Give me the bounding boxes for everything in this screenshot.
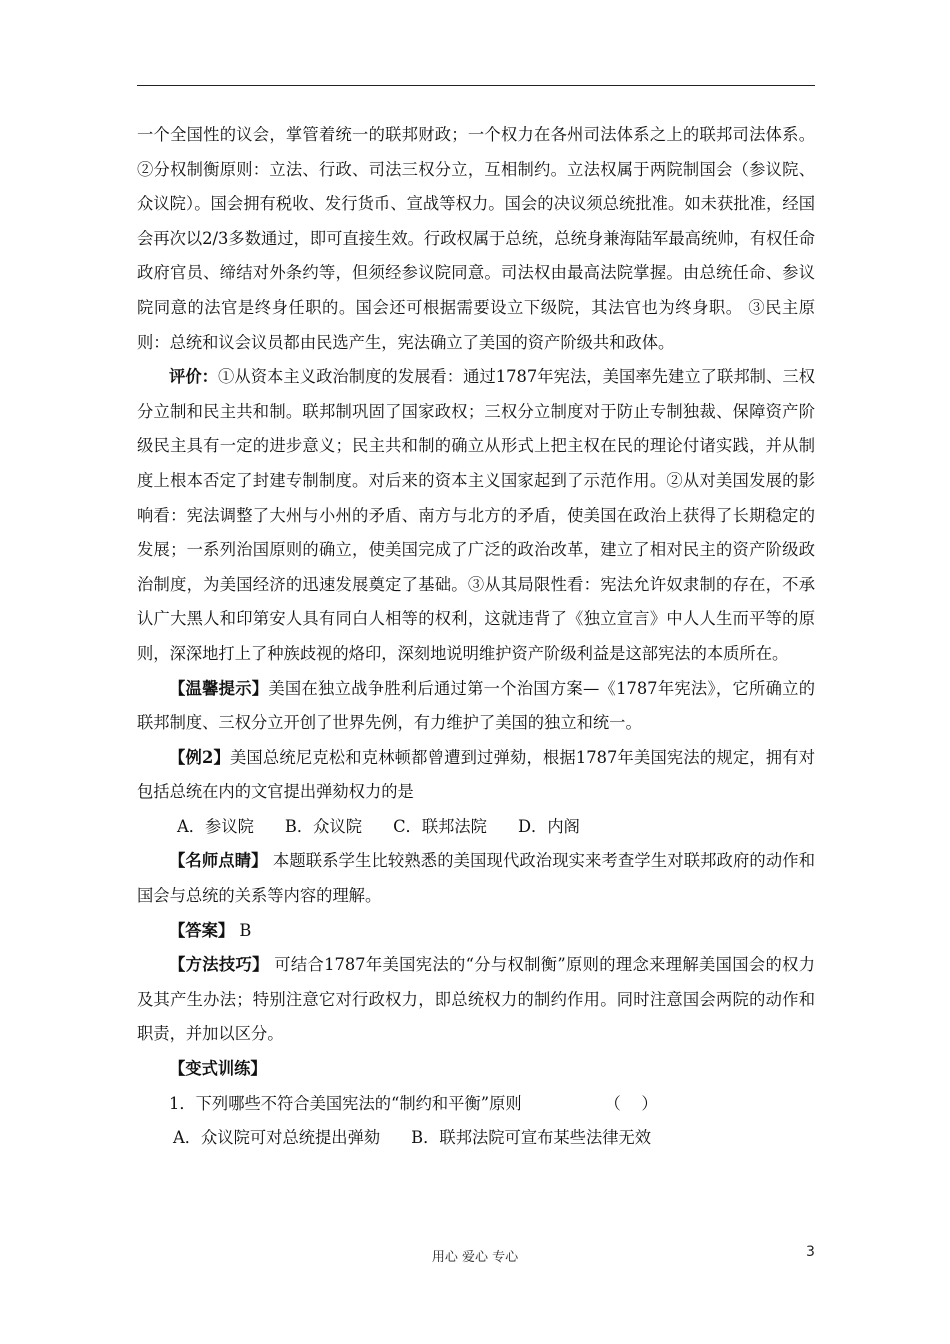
paragraph-answer	[137, 914, 815, 949]
example-text: 美国总统尼克松和克林顿都曾遭到过弹劾，根据1787年美国宪法的规定，拥有对包括总统在内的文官提出弹劾权力的是	[137, 747, 815, 802]
paragraph-constitution-principles: 一个全国性的议会，掌管着统一的联邦财政；一个权力在各州司法体系之上的联邦司法体系。②分权制衡原则：立法、行政、司法三权分立，互相制约。立法权属于两院制国会（参议院、众议院）。国会拥有税收、发行货币、宣战等权力。国会的决议须总统批准。如未获批准，经国会再次以2/3多数通过，即可直接生效。行政权属于总统，总统身兼海陆军最高统帅，有权任命政府官员、缔结对外条约等，但须经参议院同意。司法权由最高法院掌握。由总统任命、参议院同意的法官是终身任职的。国会还可根据需要设立下级院，其法官也为终身职。 ③民主原则：总统和议会议员都由民选产生，宪法确立了美国的资产阶级共和政体。	[137, 125, 815, 352]
example-options: A．参议院 B．众议院 C．联邦法院 D．内阁	[177, 816, 580, 836]
page-number: 3	[806, 1244, 815, 1260]
question-1: 1．下列哪些不符合美国宪法的“制约和平衡”原则 （ ）	[169, 1093, 658, 1113]
paragraph-evaluation	[137, 360, 815, 671]
paragraph-method	[137, 948, 815, 1052]
comment-label: 【名师点睛】	[169, 851, 268, 871]
document-body	[137, 118, 815, 1156]
example-label: 【例2】	[169, 747, 230, 767]
header-rule	[137, 85, 815, 86]
question-1-options: A．众议院可对总统提出弹劾 B．联邦法院可宣布某些法律无效	[173, 1128, 652, 1148]
evaluation-text: ①从资本主义政治制度的发展看：通过1787年宪法，美国率先建立了联邦制、三权分立制和民主共和制。联邦制巩固了国家政权；三权分立制度对于防止专制独裁、保障资产阶级民主具有一定的进步意义；民主共和制的确立从形式上把主权在民的理论付诸实践，并从制度上根本否定了封建专制制度。对后来的资本主义国家起到了示范作用。②从对美国发展的影响看：宪法调整了大州与小州的矛盾、南方与北方的矛盾，使美国在政治上获得了长期稳定的发展；一系列治国原则的确立，使美国完成了广泛的政治改革，建立了相对民主的资产阶级政治制度，为美国经济的迅速发展奠定了基础。③从其局限性看：宪法允许奴隶制的存在，不承认广大黑人和印第安人具有同白人相等的权利，这就违背了《独立宣言》中人人生而平等的原则，深深地打上了种族歧视的烙印，深刻地说明维护资产阶级利益是这部宪法的本质所在。	[137, 367, 815, 663]
paragraph-comment	[137, 844, 815, 913]
evaluation-label: 评价：	[169, 367, 219, 387]
answer-text: B	[234, 920, 252, 940]
footer-motto: 用心 爱心 专心	[431, 1250, 519, 1265]
tip-label: 【温馨提示】	[169, 678, 269, 698]
answer-label: 【答案】	[169, 920, 235, 940]
training-label: 【变式训练】	[169, 1059, 267, 1079]
tip-text: 美国在独立战争胜利后通过第一个治国方案—《1787年宪法》，它所确立的联邦制度、三权分立开创了世界先例，有力维护了美国的独立和统一。	[137, 678, 815, 733]
paragraph-tip	[137, 672, 815, 741]
paragraph-example-2	[137, 741, 815, 810]
comment-text: 本题联系学生比较熟悉的美国现代政治现实来考查学生对联邦政府的动作和国会与总统的关系等内容的理解。	[137, 851, 815, 906]
method-text: 可结合1787年美国宪法的“分与权制衡”原则的理念来理解美国国会的权力及其产生办法；特别注意它对行政权力，即总统权力的制约作用。同时注意国会两院的动作和职责，并加以区分。	[137, 955, 815, 1044]
method-label: 【方法技巧】	[169, 955, 269, 975]
